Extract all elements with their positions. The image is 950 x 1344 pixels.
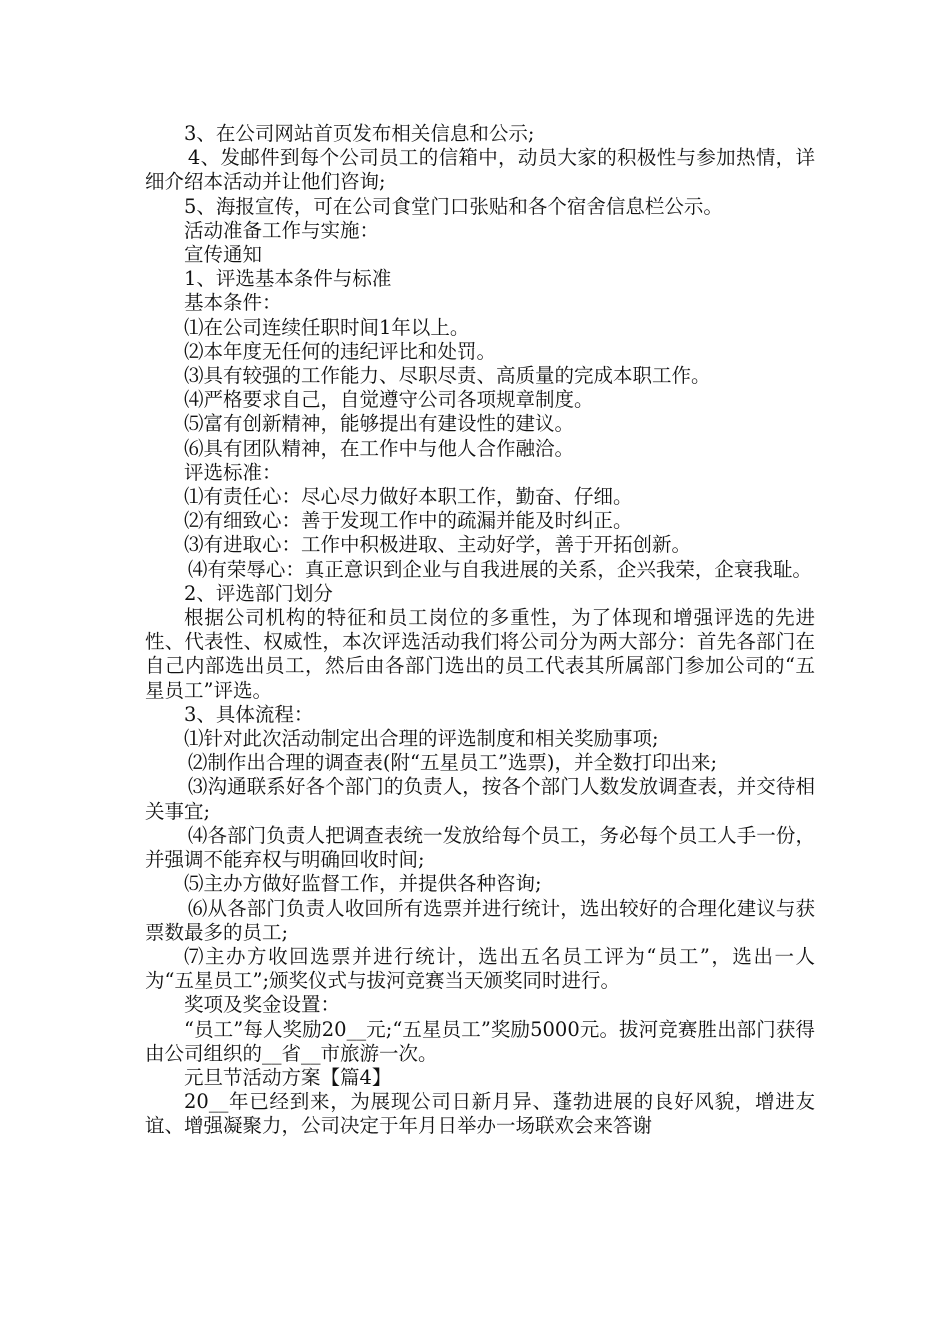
list-item: ⑸主办方做好监督工作，并提供各种咨询; [184,872,542,896]
paragraph: 4、发邮件到每个公司员工的信箱中，动员大家的积极性与参加热情，详细介绍本活动并让他们咨询; [145,146,815,194]
paragraph: “员工”每人奖励20__元;“五星员工”奖励5000元。拔河竞赛胜出部门获得由公司组织的__省__市旅游一次。 [145,1017,815,1065]
list-item: ⑶有进取心：工作中积极进取、主动好学，善于开拓创新。 [184,533,692,557]
list-item: ⑷各部门负责人把调查表统一发放给每个员工，务必每个员工人手一份，并强调不能弃权与明确回收时间; [145,823,815,872]
paragraph: 3、在公司网站首页发布相关信息和公示; [184,122,535,145]
section-heading: 2、评选部门划分 [184,581,333,605]
paragraph: 根据公司机构的特征和员工岗位的多重性，为了体现和增强评选的先进性、代表性、权威性，本次评选活动我们将公司分为两大部分：首先各部门在自己内部选出员工，然后由各部门选出的员工代表其所属部门参加公司的“五星员工”评选。 [145,606,815,702]
section-heading: 1、评选基本条件与标准 [184,267,392,291]
paragraph: 20__年已经到来，为展现公司日新月异、蓬勃进展的良好风貌，增进友谊、增强凝聚力，公司决定于年月日举办一场联欢会来答谢 [145,1090,815,1138]
list-item: ⑷有荣辱心：真正意识到企业与自我进展的关系，企兴我荣，企衰我耻。 [187,557,812,581]
list-item: ⑹从各部门负责人收回所有选票并进行统计，选出较好的合理化建议与获票数最多的员工; [145,896,815,944]
list-item: ⑴在公司连续任职时间1年以上。 [184,315,470,339]
list-item: ⑴有责任心：尽心尽力做好本职工作，勤奋、仔细。 [184,485,633,509]
section-heading: 奖项及奖金设置： [184,993,341,1017]
list-item: ⑵有细致心：善于发现工作中的疏漏并能及时纠正。 [184,509,633,533]
list-item: ⑶具有较强的工作能力、尽职尽责、高质量的完成本职工作。 [184,364,711,388]
section-heading: 元旦节活动方案【篇4】 [184,1065,392,1089]
list-item: ⑵本年度无任何的违纪评比和处罚。 [184,339,497,363]
paragraph: 5、海报宣传，可在公司食堂门口张贴和各个宿舍信息栏公示。 [184,194,723,218]
section-heading: 宣传通知 [184,243,263,267]
list-item: ⑴针对此次活动制定出合理的评选制度和相关奖励事项; [184,727,659,751]
list-item: ⑺主办方收回选票并进行统计，选出五名员工评为“员工”，选出一人为“五星员工”;颁奖仪式与拔河竞赛当天颁奖同时进行。 [145,944,815,993]
list-item: ⑶沟通联系好各个部门的负责人，按各个部门人数发放调查表，并交待相关事宜; [145,775,815,823]
list-item: ⑸富有创新精神，能够提出有建设性的建议。 [184,412,575,436]
list-item: ⑹具有团队精神，在工作中与他人合作融洽。 [184,436,575,460]
paragraph: 评选标准： [184,460,282,484]
section-heading: 活动准备工作与实施： [184,218,380,242]
list-item: ⑷严格要求自己，自觉遵守公司各项规章制度。 [184,388,594,412]
list-item: ⑵制作出合理的调查表(附“五星员工”选票)，并全数打印出来; [187,751,718,775]
document-body [145,122,815,1139]
paragraph: 基本条件： [184,291,282,315]
section-heading: 3、具体流程： [184,702,314,726]
